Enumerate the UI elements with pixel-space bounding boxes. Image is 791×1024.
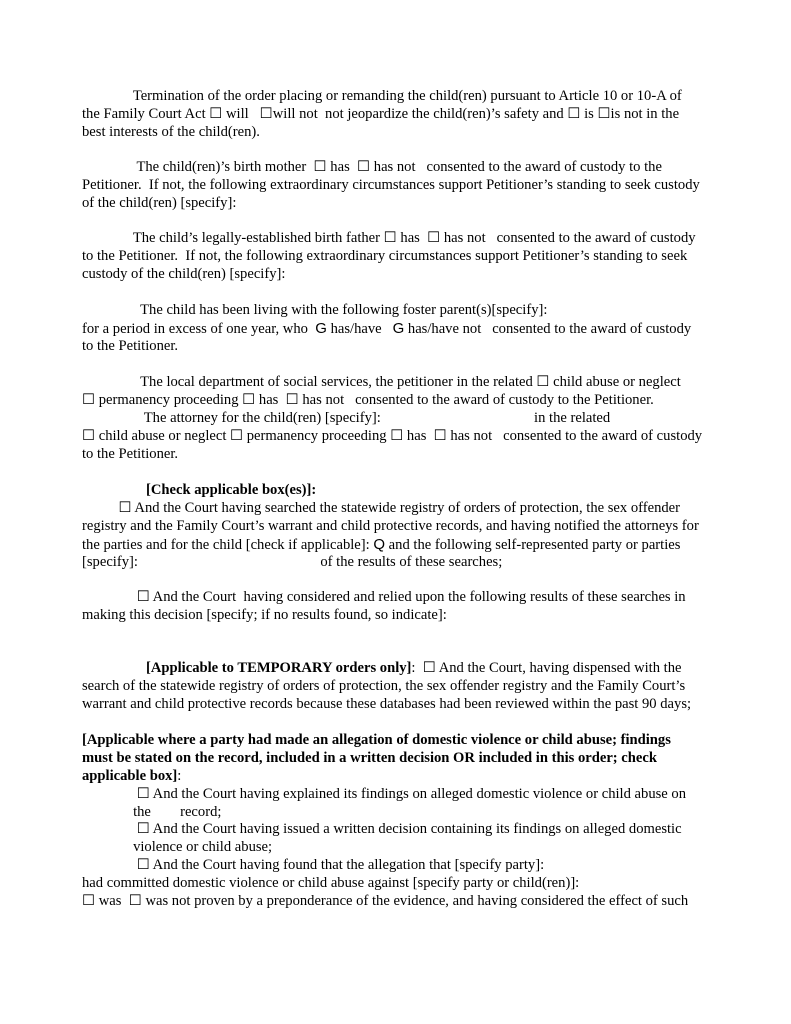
social-services-paragraph — [82, 374, 747, 463]
text-line: ☐ And the Court having found that the allegation that [specify party]: — [82, 857, 545, 874]
text-line: The local department of social services, the petitioner in the related ☐ child abuse or neglect — [82, 374, 681, 390]
text-segment: has/have not consented to the award of custody — [404, 320, 692, 337]
text-line — [82, 536, 747, 554]
text-segment: : — [177, 767, 182, 784]
bold-heading-line: [Applicable where a party had made an allegation of domestic violence or child abuse; findings — [82, 732, 671, 748]
section-heading: [Applicable to TEMPORARY orders only] — [146, 660, 412, 676]
text-line: ☐ was ☐ was not proven by a preponderance of the evidence, and having considered the effect of such — [82, 893, 689, 910]
text-line — [82, 320, 747, 338]
text-line: violence or child abuse; — [82, 839, 273, 856]
section-heading: [Check applicable box(es)]: — [146, 482, 317, 498]
text-line: [specify]: of the results of these searches; — [82, 553, 503, 570]
text-line: of the child(ren) [specify]: — [82, 194, 237, 211]
text-line: search of the statewide registry of orders of protection, the sex offender registry and the Family Court’s — [82, 677, 686, 694]
text-line: ☐ child abuse or neglect ☐ permanency proceeding ☐ has ☐ has not consented to the award of custody — [82, 427, 703, 444]
text-line: ☐ permanency proceeding ☐ has ☐ has not consented to the award of custody to the Petitioner. — [82, 391, 654, 408]
text-line: The child(ren)’s birth mother ☐ has ☐ has not consented to the award of custody to the — [82, 159, 662, 175]
text-line: best interests of the child(ren). — [82, 123, 260, 140]
text-segment: has/have — [326, 320, 393, 337]
text-line: making this decision [specify; if no results found, so indicate]: — [82, 606, 447, 623]
temporary-orders-paragraph — [82, 660, 747, 714]
text-line: custody of the child(ren) [specify]: — [82, 265, 286, 282]
text-line: ☐ And the Court having searched the statewide registry of orders of protection, the sex offender — [82, 499, 681, 516]
text-line: The child’s legally-established birth father ☐ has ☐ has not consented to the award of custody — [82, 230, 696, 246]
text-segment: for a period in excess of one year, who — [82, 320, 316, 337]
text-line: to the Petitioner. — [82, 337, 179, 354]
text-segment: the parties and for the child [check if applicable]: — [82, 536, 374, 553]
text-line: to the Petitioner. If not, the following extraordinary circumstances support Petitioner’s standing to seek — [82, 247, 688, 264]
termination-paragraph — [82, 88, 747, 142]
text-line: ☐ And the Court having explained its findings on alleged domestic violence or child abuse on — [82, 785, 687, 802]
text-line: the Family Court Act ☐ will ☐will not not jeopardize the child(ren)’s safety and ☐ is ☐is not in the — [82, 105, 680, 122]
text-line: the record; — [82, 803, 222, 820]
text-line: ☐ And the Court having issued a written decision containing its findings on alleged domestic — [82, 821, 682, 838]
bold-heading-line: applicable box] — [82, 767, 178, 784]
birth-mother-paragraph — [82, 159, 747, 213]
text-line: The child has been living with the following foster parent(s)[specify]: — [82, 302, 548, 318]
foster-parent-paragraph — [82, 302, 747, 356]
text-segment: and the following self-represented party or parties — [385, 536, 681, 553]
search-results-paragraph — [82, 589, 747, 625]
checkbox-glyph: G — [315, 319, 327, 337]
text-line: The attorney for the child(ren) [specify]: in the related — [82, 409, 611, 426]
text-segment: : ☐ And the Court, having dispensed with the — [411, 660, 682, 676]
text-line: to the Petitioner. — [82, 445, 179, 462]
checkbox-glyph: Q — [373, 535, 386, 553]
text-line: Termination of the order placing or remanding the child(ren) pursuant to Article 10 or 10-A of — [82, 88, 682, 104]
text-line: ☐ And the Court having considered and relied upon the following results of these searches in — [82, 589, 686, 605]
text-line: registry and the Family Court’s warrant and child protective records, and having notified the attorneys for — [82, 517, 699, 534]
text-line: warrant and child protective records because these databases had been reviewed within the past 90 days; — [82, 695, 692, 712]
registry-search-paragraph — [82, 482, 747, 571]
domestic-violence-paragraph — [82, 732, 747, 911]
text-line: had committed domestic violence or child abuse against [specify party or child(ren)]: — [82, 875, 580, 892]
checkbox-glyph: G — [392, 319, 405, 337]
bold-heading-line: must be stated on the record, included in a written decision OR included in this order; check — [82, 749, 657, 766]
birth-father-paragraph — [82, 230, 747, 284]
text-line: Petitioner. If not, the following extraordinary circumstances support Petitioner’s standing to seek custody — [82, 176, 700, 193]
